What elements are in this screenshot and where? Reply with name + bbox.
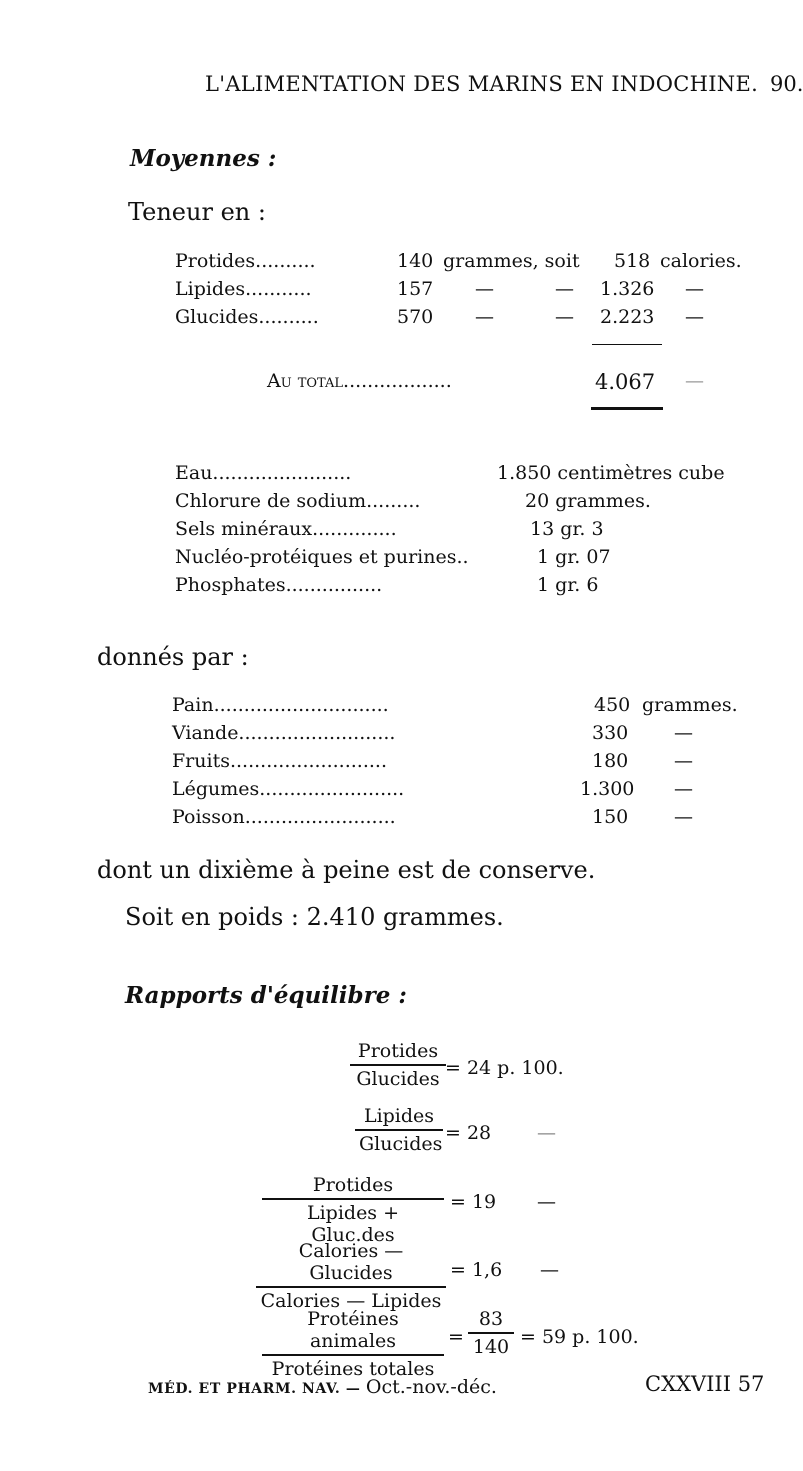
section-moyennes: Moyennes : [130,145,277,172]
poids-sentence: Soit en poids : 2.410 grammes. [125,903,504,931]
footer-journal: MÉD. ET PHARM. NAV. — Oct.-nov.-déc. [148,1376,497,1398]
ratio-result: = 59 p. 100. [520,1326,639,1348]
ratio-dash: — [537,1122,556,1144]
ratio-fraction-numeric: 83 140 [468,1308,514,1358]
ratio-fraction: Protides Lipides + Gluc.des [262,1174,444,1246]
total-double-rule [591,407,663,410]
ratio-dash: — [537,1191,556,1213]
ratio-fraction: Lipides Glucides [355,1105,443,1155]
ratio-fraction: Protides Glucides [350,1040,446,1090]
ratio-result: = 24 p. 100. [445,1057,564,1079]
section-rapports: Rapports d'équilibre : [125,982,407,1009]
conserve-sentence: dont un dixième à peine est de conserve. [97,856,596,884]
ratio-equals: = [448,1326,464,1348]
ratio-result: = 19 [450,1191,497,1213]
sum-rule [592,344,662,345]
running-header: L'ALIMENTATION DES MARINS EN INDOCHINE. [205,72,759,96]
ratio-result: = 28 [445,1122,492,1144]
teneur-heading: Teneur en : [128,198,266,226]
ratio-dash: — [540,1259,559,1281]
ratio-fraction: Protéines animales Protéines totales [262,1308,444,1380]
ratio-fraction: Calories — Glucides Calories — Lipides [256,1240,446,1312]
footer-signature: CXXVIII 57 [645,1372,765,1396]
donnes-par-heading: donnés par : [97,643,249,671]
ratio-result: = 1,6 [450,1259,503,1281]
page-number: 90. [770,72,803,96]
